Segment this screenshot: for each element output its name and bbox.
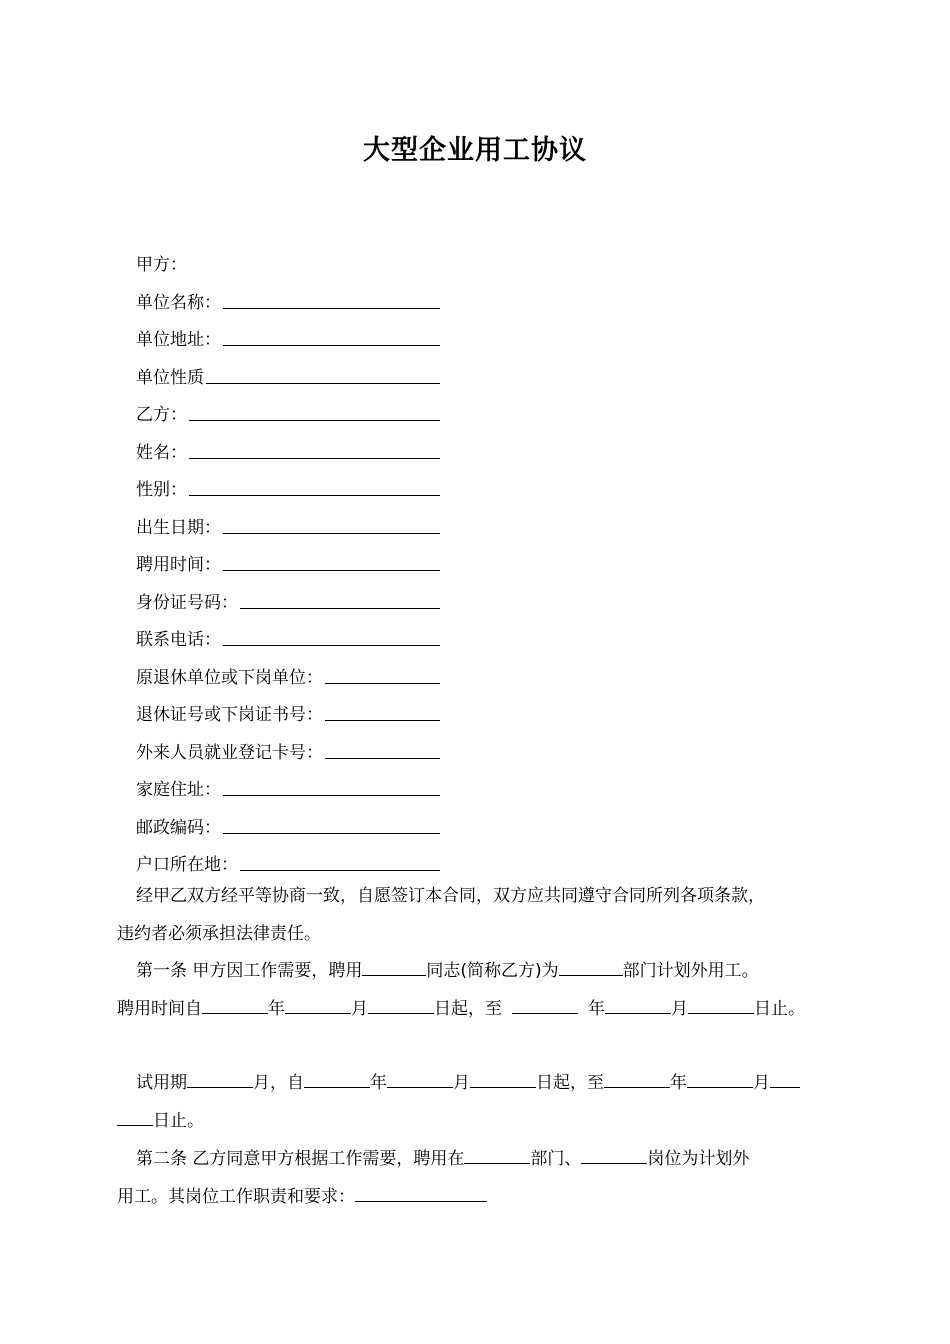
field-label: 性别： <box>136 480 187 501</box>
intro-paragraph <box>117 878 847 953</box>
year-label: 年 <box>370 1073 387 1093</box>
field-blank-line[interactable] <box>223 329 440 346</box>
field-row <box>136 582 466 620</box>
field-blank-line[interactable] <box>325 704 440 721</box>
party-info-fields <box>136 244 466 882</box>
month-label: 月 <box>453 1073 470 1093</box>
intro-line-2: 违约者必须承担法律责任。 <box>117 923 321 944</box>
article-1-line-1 <box>117 953 847 991</box>
blank-duties <box>355 1185 487 1202</box>
field-row <box>136 357 466 395</box>
probation-line-1 <box>117 1065 847 1103</box>
field-label: 单位性质 <box>136 367 204 388</box>
blank-probation-end-day-a <box>770 1071 800 1088</box>
year-label: 年 <box>268 998 285 1019</box>
field-row <box>136 244 466 282</box>
field-blank-line[interactable] <box>206 367 440 384</box>
field-row <box>136 432 466 470</box>
field-row <box>136 544 466 582</box>
article-2-line-2 <box>117 1179 847 1217</box>
field-label: 出生日期： <box>136 517 221 538</box>
article-1-text-c: 部门计划外用工。 <box>622 961 759 981</box>
blank-probation-start-month <box>387 1071 453 1088</box>
blank-probation-start-day <box>470 1071 536 1088</box>
day-from-label: 日起，至 <box>434 998 502 1019</box>
field-label: 户口所在地： <box>136 855 238 876</box>
blank-article-2-post <box>581 1147 647 1164</box>
field-row <box>136 732 466 770</box>
intro-line-1: 经甲乙双方经平等协商一致，自愿签订本合同，双方应共同遵守合同所列各项条款， <box>136 886 765 906</box>
field-row <box>136 394 466 432</box>
field-row <box>136 807 466 845</box>
field-row <box>136 469 466 507</box>
probation-line-2 <box>117 1103 847 1141</box>
article-1-text-a: 第一条 甲方因工作需要，聘用 <box>136 961 363 981</box>
field-row <box>136 657 466 695</box>
field-blank-line[interactable] <box>223 779 440 796</box>
blank-hire-name <box>362 959 426 976</box>
field-row <box>136 694 466 732</box>
article-1-line-2 <box>117 991 847 1029</box>
blank-probation-end-year <box>604 1071 670 1088</box>
field-label: 联系电话： <box>136 630 221 651</box>
article-1-text-d: 聘用时间自 <box>117 998 202 1019</box>
blank-start-year <box>202 997 268 1014</box>
blank-probation-end-day-b <box>117 1109 153 1126</box>
blank-end-year <box>512 997 578 1014</box>
field-blank-line[interactable] <box>223 517 440 534</box>
probation-paragraph <box>117 1065 847 1140</box>
field-blank-line[interactable] <box>240 854 440 871</box>
field-row <box>136 619 466 657</box>
blank-article-2-department <box>464 1147 530 1164</box>
blank-start-day <box>368 997 434 1014</box>
article-2-line-1 <box>117 1141 847 1179</box>
blank-probation-start-year <box>304 1071 370 1088</box>
article-1 <box>117 953 847 1028</box>
blank-probation-end-month <box>687 1071 753 1088</box>
field-label: 外来人员就业登记卡号： <box>136 742 323 763</box>
field-blank-line[interactable] <box>223 292 440 309</box>
field-label: 单位地址： <box>136 330 221 351</box>
blank-end-day <box>688 997 754 1014</box>
probation-text-b: 月，自 <box>253 1073 304 1093</box>
blank-department <box>559 959 623 976</box>
article-2-text-c: 岗位为计划外 <box>647 1149 750 1169</box>
field-label: 退休证号或下岗证书号： <box>136 705 323 726</box>
article-2-text-b: 部门、 <box>530 1149 582 1169</box>
article-2-text-d: 用工。其岗位工作职责和要求： <box>117 1186 355 1207</box>
field-blank-line[interactable] <box>223 817 440 834</box>
field-row <box>136 507 466 545</box>
field-row <box>136 844 466 882</box>
field-row <box>136 282 466 320</box>
field-label: 身份证号码： <box>136 592 238 613</box>
field-label: 邮政编码： <box>136 817 221 838</box>
field-label: 原退休单位或下岗单位： <box>136 667 323 688</box>
field-label: 聘用时间： <box>136 555 221 576</box>
month-label: 月 <box>753 1073 770 1093</box>
article-1-text-b: 同志(简称乙方)为 <box>426 961 559 981</box>
day-from-label: 日起，至 <box>536 1073 604 1093</box>
field-label: 单位名称： <box>136 292 221 313</box>
article-2 <box>117 1141 847 1216</box>
blank-probation-months <box>187 1071 253 1088</box>
field-blank-line[interactable] <box>189 404 440 421</box>
field-label: 家庭住址： <box>136 780 221 801</box>
field-blank-line[interactable] <box>223 554 440 571</box>
day-to-label: 日止。 <box>754 998 805 1019</box>
field-blank-line[interactable] <box>325 742 440 759</box>
year-label: 年 <box>588 998 605 1019</box>
article-2-text-a: 第二条 乙方同意甲方根据工作需要，聘用在 <box>136 1149 465 1169</box>
field-blank-line[interactable] <box>223 629 440 646</box>
field-blank-line[interactable] <box>325 667 440 684</box>
blank-end-month <box>605 997 671 1014</box>
month-label: 月 <box>351 998 368 1019</box>
field-row <box>136 769 466 807</box>
document-title: 大型企业用工协议 <box>363 135 587 166</box>
field-blank-line[interactable] <box>240 592 440 609</box>
field-blank-line[interactable] <box>189 442 440 459</box>
field-label: 姓名： <box>136 442 187 463</box>
field-label: 甲方： <box>136 255 187 276</box>
field-row <box>136 319 466 357</box>
probation-text-a: 试用期 <box>136 1073 187 1093</box>
day-to-label: 日止。 <box>153 1110 204 1131</box>
field-blank-line[interactable] <box>189 479 440 496</box>
field-label: 乙方： <box>136 405 187 426</box>
blank-start-month <box>285 997 351 1014</box>
year-label: 年 <box>670 1073 687 1093</box>
month-label: 月 <box>671 998 688 1019</box>
